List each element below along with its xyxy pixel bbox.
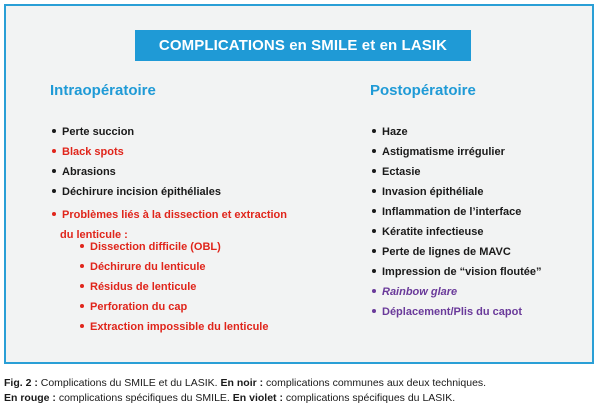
list-item bbox=[372, 222, 542, 242]
list-item-label: Inflammation de l’interface bbox=[382, 206, 522, 218]
sub-list-item bbox=[80, 257, 268, 277]
list-item bbox=[372, 302, 542, 322]
intraop-heading: Intraopératoire bbox=[50, 82, 156, 99]
bullet-icon bbox=[80, 244, 84, 248]
list-item-label: Black spots bbox=[62, 146, 124, 158]
sub-list-item-label: Perforation du cap bbox=[90, 301, 188, 313]
list-item bbox=[372, 182, 542, 202]
caption-rouge-label: En rouge : bbox=[4, 392, 56, 404]
intraop-list bbox=[52, 122, 312, 247]
bullet-icon bbox=[372, 209, 376, 213]
list-item-label: Perte de lignes de MAVC bbox=[382, 246, 511, 258]
list-item bbox=[372, 242, 542, 262]
bullet-icon bbox=[52, 129, 56, 133]
sub-list-item bbox=[80, 277, 268, 297]
bullet-icon bbox=[52, 189, 56, 193]
bullet-icon bbox=[372, 229, 376, 233]
bullet-icon bbox=[80, 264, 84, 268]
bullet-icon bbox=[372, 289, 376, 293]
bullet-icon bbox=[80, 284, 84, 288]
bullet-icon bbox=[52, 149, 56, 153]
list-item-label: Astigmatisme irrégulier bbox=[382, 146, 505, 158]
bullet-icon bbox=[372, 149, 376, 153]
bullet-icon bbox=[372, 129, 376, 133]
dissection-sub-list bbox=[80, 237, 268, 337]
list-item bbox=[372, 142, 542, 162]
list-item-label: Invasion épithéliale bbox=[382, 186, 484, 198]
bullet-icon bbox=[372, 309, 376, 313]
figure-caption bbox=[4, 376, 596, 406]
list-item bbox=[52, 162, 312, 182]
postop-heading: Postopératoire bbox=[370, 82, 476, 99]
list-item bbox=[52, 142, 312, 162]
figure-title: COMPLICATIONS en SMILE et en LASIK bbox=[135, 30, 471, 61]
list-item-label-continued: du lenticule : bbox=[60, 229, 128, 241]
bullet-icon bbox=[80, 324, 84, 328]
bullet-icon bbox=[372, 249, 376, 253]
list-item bbox=[372, 162, 542, 182]
caption-noir-label: En noir : bbox=[220, 377, 264, 389]
list-item bbox=[52, 182, 312, 202]
list-item-label: Perte succion bbox=[62, 126, 135, 138]
list-item bbox=[372, 282, 542, 302]
list-item bbox=[372, 262, 542, 282]
bullet-icon bbox=[372, 169, 376, 173]
caption-violet-label: En violet : bbox=[232, 392, 283, 404]
postop-list bbox=[372, 122, 542, 322]
list-item bbox=[372, 202, 542, 222]
sub-list-item-label: Déchirure du lenticule bbox=[90, 261, 206, 273]
sub-list-item bbox=[80, 317, 268, 337]
bullet-icon bbox=[52, 169, 56, 173]
bullet-icon bbox=[52, 212, 56, 216]
list-item-label: Haze bbox=[382, 126, 408, 138]
bullet-icon bbox=[80, 304, 84, 308]
caption-rouge-text: complications spécifiques du SMILE. bbox=[55, 392, 233, 404]
list-item-label: Problèmes liés à la dissection et extraction bbox=[62, 209, 287, 221]
caption-noir-text: complications communes aux deux techniques. bbox=[263, 377, 487, 389]
sub-list-item-label: Extraction impossible du lenticule bbox=[90, 321, 269, 333]
list-item-label: Abrasions bbox=[62, 166, 116, 178]
list-item-label: Impression de “vision floutée” bbox=[382, 266, 542, 278]
list-item-label: Déchirure incision épithéliales bbox=[62, 186, 221, 198]
sub-list-item bbox=[80, 297, 268, 317]
sub-list-item-label: Résidus de lenticule bbox=[90, 281, 197, 293]
caption-violet-text: complications spécifiques du LASIK. bbox=[282, 392, 456, 404]
list-item-label: Kératite infectieuse bbox=[382, 226, 484, 238]
bullet-icon bbox=[372, 189, 376, 193]
caption-fig-text: Complications du SMILE et du LASIK. bbox=[37, 377, 221, 389]
sub-list-item-label: Dissection difficile (OBL) bbox=[90, 241, 221, 253]
list-item bbox=[52, 122, 312, 142]
list-item-label: Déplacement/Plis du capot bbox=[382, 306, 522, 318]
sub-list-item bbox=[80, 237, 268, 257]
caption-fig-label: Fig. 2 : bbox=[4, 377, 38, 389]
bullet-icon bbox=[372, 269, 376, 273]
list-item bbox=[372, 122, 542, 142]
list-item-label: Ectasie bbox=[382, 166, 421, 178]
list-item-label: Rainbow glare bbox=[382, 286, 458, 298]
